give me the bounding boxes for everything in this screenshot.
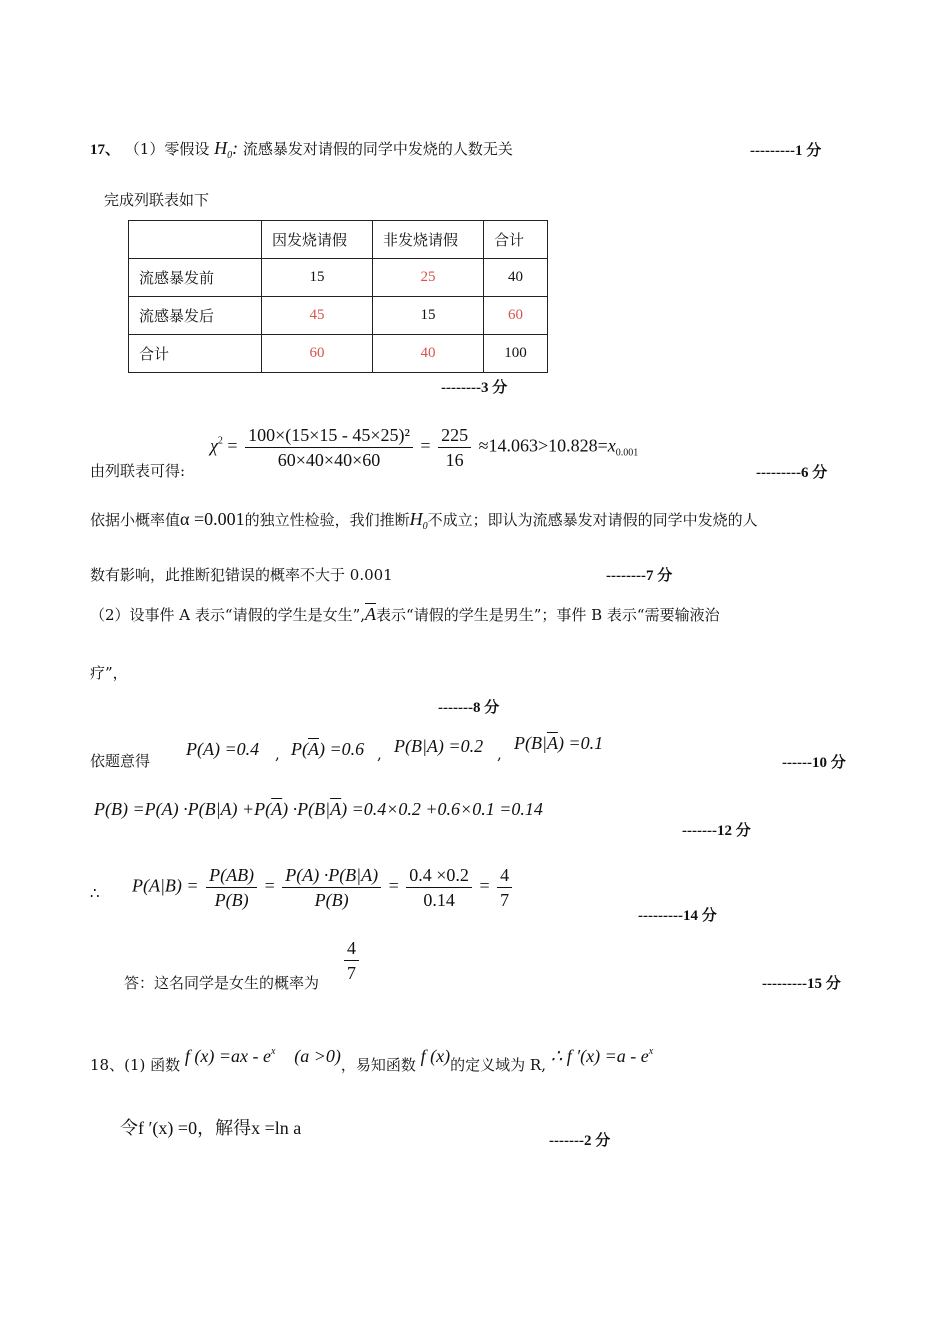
prob-b-given-a: P(B|A) =0.2 [394, 736, 484, 756]
score-2: -------2 分 [549, 1133, 611, 1149]
score-12: -------12 分 [682, 823, 751, 839]
chi-square-formula: $\chi^2$ = $\frac{\text{100×(15×15 - 45×25)²}}{60\times 40\times 40\times 60}$ = $\frac{225}{16}$ $\approx 14.063>10.828=x_{0.001}$ [210, 425, 639, 470]
table-intro: 完成列联表如下 [104, 191, 210, 209]
table-header-row [129, 221, 548, 259]
table-row [129, 335, 548, 373]
a-bar: $\overline{A}$ [365, 604, 377, 624]
score-6: ---------6 分 [756, 465, 828, 481]
cell-value: 40 [484, 259, 548, 297]
header-fever: 因发烧请假 [262, 221, 373, 259]
cell-value: 15 [262, 259, 373, 297]
total-probability: $P(B) =P(A) \cdot P(B|A) +P(\overline{A}) \cdot P(B|\overline{A}) =0.4\times 0.2 +0.6\times 0.1 =0.14$ [94, 799, 543, 819]
row-label: 流感暴发前 [129, 259, 262, 297]
cell-value: 45 [262, 297, 373, 335]
comma: , [275, 745, 280, 763]
q17-number: 17、 [90, 142, 121, 158]
row-label: 流感暴发后 [129, 297, 262, 335]
score-7: --------7 分 [606, 568, 673, 584]
comma: , [377, 745, 382, 763]
conclusion-line2: 数有影响，此推断犯错误的概率不大于 0.001 [90, 566, 393, 584]
prob-a: P(A) =0.4 [186, 739, 260, 759]
condition: (a >0) [294, 1046, 341, 1066]
part2-line1: （2）设事件 A 表示“请假的学生是女生$”,\overline{A}$表示“请假的学生是男生”；事件 B 表示“需要输液治 [90, 604, 720, 624]
part1-prefix: （1）零假设 [124, 140, 210, 158]
header-total: 合计 [484, 221, 548, 259]
score-3: --------3 分 [441, 380, 508, 396]
null-hypothesis-text: 流感暴发对请假的同学中发烧的人数无关 [242, 140, 513, 158]
score-8: -------8 分 [438, 700, 500, 716]
therefore-symbol: ∴ [90, 884, 100, 902]
h0-symbol: $H_0$: [214, 138, 239, 161]
cell-value: 25 [373, 259, 484, 297]
header-cell-empty [129, 221, 262, 259]
answer-text: 答：这名同学是女生的概率为 [124, 974, 320, 992]
alpha-value: α =0.001 [180, 509, 245, 529]
bayes-formula: P(A|B) = $\frac{P(AB)}{P(B)}$ = $\frac{P(A) \cdot P(B|A)}{P(B)}$ = $\frac{0.4 \times 0.2}{0.14}$ = $\frac{4}{7}$ [132, 863, 515, 912]
comma: , [497, 745, 502, 763]
header-nonfever: 非发烧请假 [373, 221, 484, 259]
conclusion-line1: 依据小概率值α =0.001的独立性检验，我们推断$H_0$不成立；即认为流感暴发对请假的同学中发烧的人 [90, 509, 758, 532]
cell-value: 15 [373, 297, 484, 335]
answer-fraction: $\frac{4}{7}$ [341, 936, 362, 985]
prob-abar: $P(\overline{A}) =0.6$ [291, 739, 365, 759]
q17-line1 [90, 138, 513, 161]
cell-value: 60 [484, 297, 548, 335]
table-row [129, 297, 548, 335]
score-1: ---------1 分 [750, 143, 822, 159]
chi-lead: 由列联表可得: [90, 462, 186, 480]
contingency-table [128, 220, 548, 373]
table-row [129, 259, 548, 297]
q18-line1: 18、(1) 函数 f $(x) =ax - e^x$ (a >0)，易知函数 f (x)的定义域为 R, ∴ f $'(x) =a - e^x$ [90, 1046, 654, 1074]
row-label: 合计 [129, 335, 262, 373]
cell-value: 40 [373, 335, 484, 373]
given-lead: 依题意得 [90, 752, 151, 770]
cell-value: 60 [262, 335, 373, 373]
prob-b-given-abar: $P(B|\overline{A}) =0.1$ [514, 733, 604, 753]
score-10: ------10 分 [782, 755, 846, 771]
critical-point-step: 令f ′(x) =0，解得x =ln a [120, 1118, 302, 1138]
function-def: f $(x) =ax - e^x$ [184, 1046, 276, 1066]
score-14: ---------14 分 [638, 908, 717, 924]
part2-line2: 疗”， [90, 664, 128, 682]
score-15: ---------15 分 [762, 976, 841, 992]
cell-value: 100 [484, 335, 548, 373]
derivative: ∴ f $'(x) =a - e^x$ [550, 1046, 654, 1066]
